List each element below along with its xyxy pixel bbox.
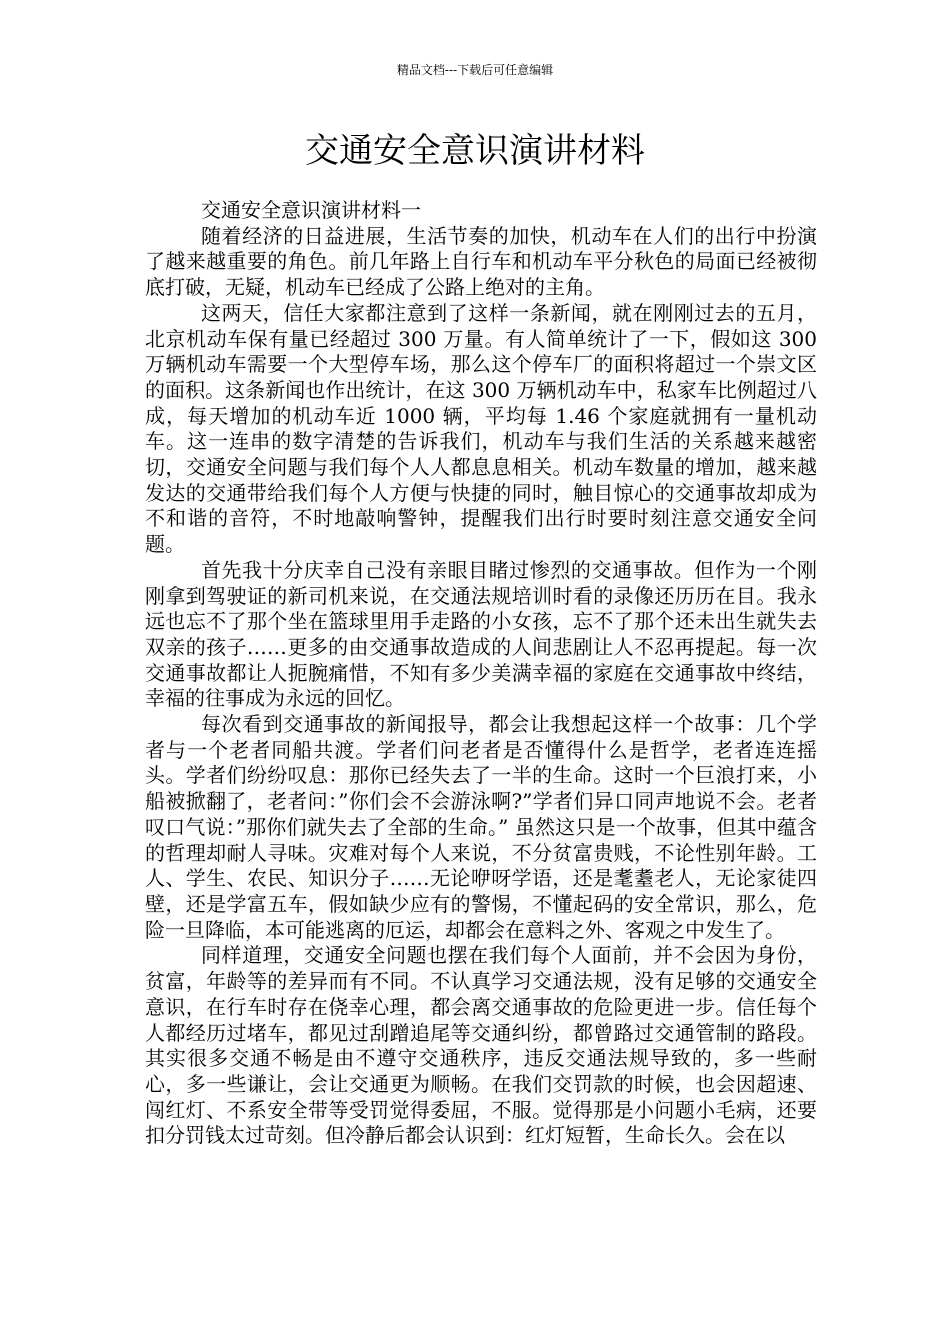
paragraph: 这两天，信任大家都注意到了这样一条新闻，就在刚刚过去的五月，北京机动车保有量已经超过 300 万量。有人简单统计了一下，假如这 300 万辆机动车需要一个大型停车场，那么这个停车厂的面积将超过一个崇文区的面积。这条新闻也作出统计，在这 300 万辆机动车中，私家车比例超过八成，每天增加的机动车近 1000 辆，平均每 1.46 个家庭就拥有一量机动车。这一连串的数字清楚的告诉我们，机动车与我们生活的关系越来越密切，交通安全问题与我们每个人人都息息相关。机动车数量的增加，越来越发达的交通带给我们每个人方便与快捷的同时，触目惊心的交通事故却成为不和谐的音符，不时地敲响警钟，提醒我们出行时要时刻注意交通安全问题。 xyxy=(145,300,817,557)
page-header: 精品文档---下载后可任意编辑 xyxy=(396,63,554,77)
paragraph: 随着经济的日益进展，生活节奏的加快，机动车在人们的出行中扮演了越来越重要的角色。前几年路上自行车和机动车平分秋色的局面已经被彻底打破，无疑，机动车已经成了公路上绝对的主角。 xyxy=(145,223,817,300)
paragraph: 每次看到交通事故的新闻报导，都会让我想起这样一个故事：几个学者与一个老者同船共渡。学者们问老者是否懂得什么是哲学，老者连连摇头。学者们纷纷叹息：那你已经失去了一半的生命。这时一个巨浪打来，小船被掀翻了，老者问：”你们会不会游泳啊?”学者们异口同声地说不会。老者叹口气说：”那你们就失去了全部的生命。” 虽然这只是一个故事，但其中蕴含的哲理却耐人寻味。灾难对每个人来说，不分贫富贵贱，不论性别年龄。工人、学生、农民、知识分子……无论咿呀学语，还是耄耋老人，无论家徒四壁，还是学富五车，假如缺少应有的警惕，不懂起码的安全常识，那么，危险一旦降临，本可能逃离的厄运，却都会在意料之外、客观之中发生了。 xyxy=(145,712,817,942)
paragraph: 首先我十分庆幸自己没有亲眼目睹过惨烈的交通事故。但作为一个刚刚拿到驾驶证的新司机来说，在交通法规培训时看的录像还历历在目。我永远也忘不了那个坐在篮球里用手走路的小女孩，忘不了那个还未出生就失去双亲的孩子……更多的由交通事故造成的人间悲剧让人不忍再提起。每一次交通事故都让人扼腕痛惜，不知有多少美满幸福的家庭在交通事故中终结，幸福的往事成为永远的回忆。 xyxy=(145,557,817,711)
paragraph-subtitle: 交通安全意识演讲材料一 xyxy=(201,198,421,222)
document-body xyxy=(145,198,817,1149)
paragraph: 同样道理，交通安全问题也摆在我们每个人面前，并不会因为身份，贫富，年龄等的差异而有不同。不认真学习交通法规，没有足够的交通安全意识，在行车时存在侥幸心理，都会离交通事故的危险更进一步。信任每个人都经历过堵车，都见过刮蹭追尾等交通纠纷，都曾路过交通管制的路段。其实很多交通不畅是由不遵守交通秩序，违反交通法规导致的，多一些耐心，多一些谦让，会让交通更为顺畅。在我们交罚款的时候，也会因超速、闯红灯、不系安全带等受罚觉得委屈，不服。觉得那是小问题小毛病，还要扣分罚钱太过苛刻。但冷静后都会认识到：红灯短暂，生命长久。会在以 xyxy=(145,943,817,1148)
document-title: 交通安全意识演讲材料 xyxy=(305,131,645,171)
